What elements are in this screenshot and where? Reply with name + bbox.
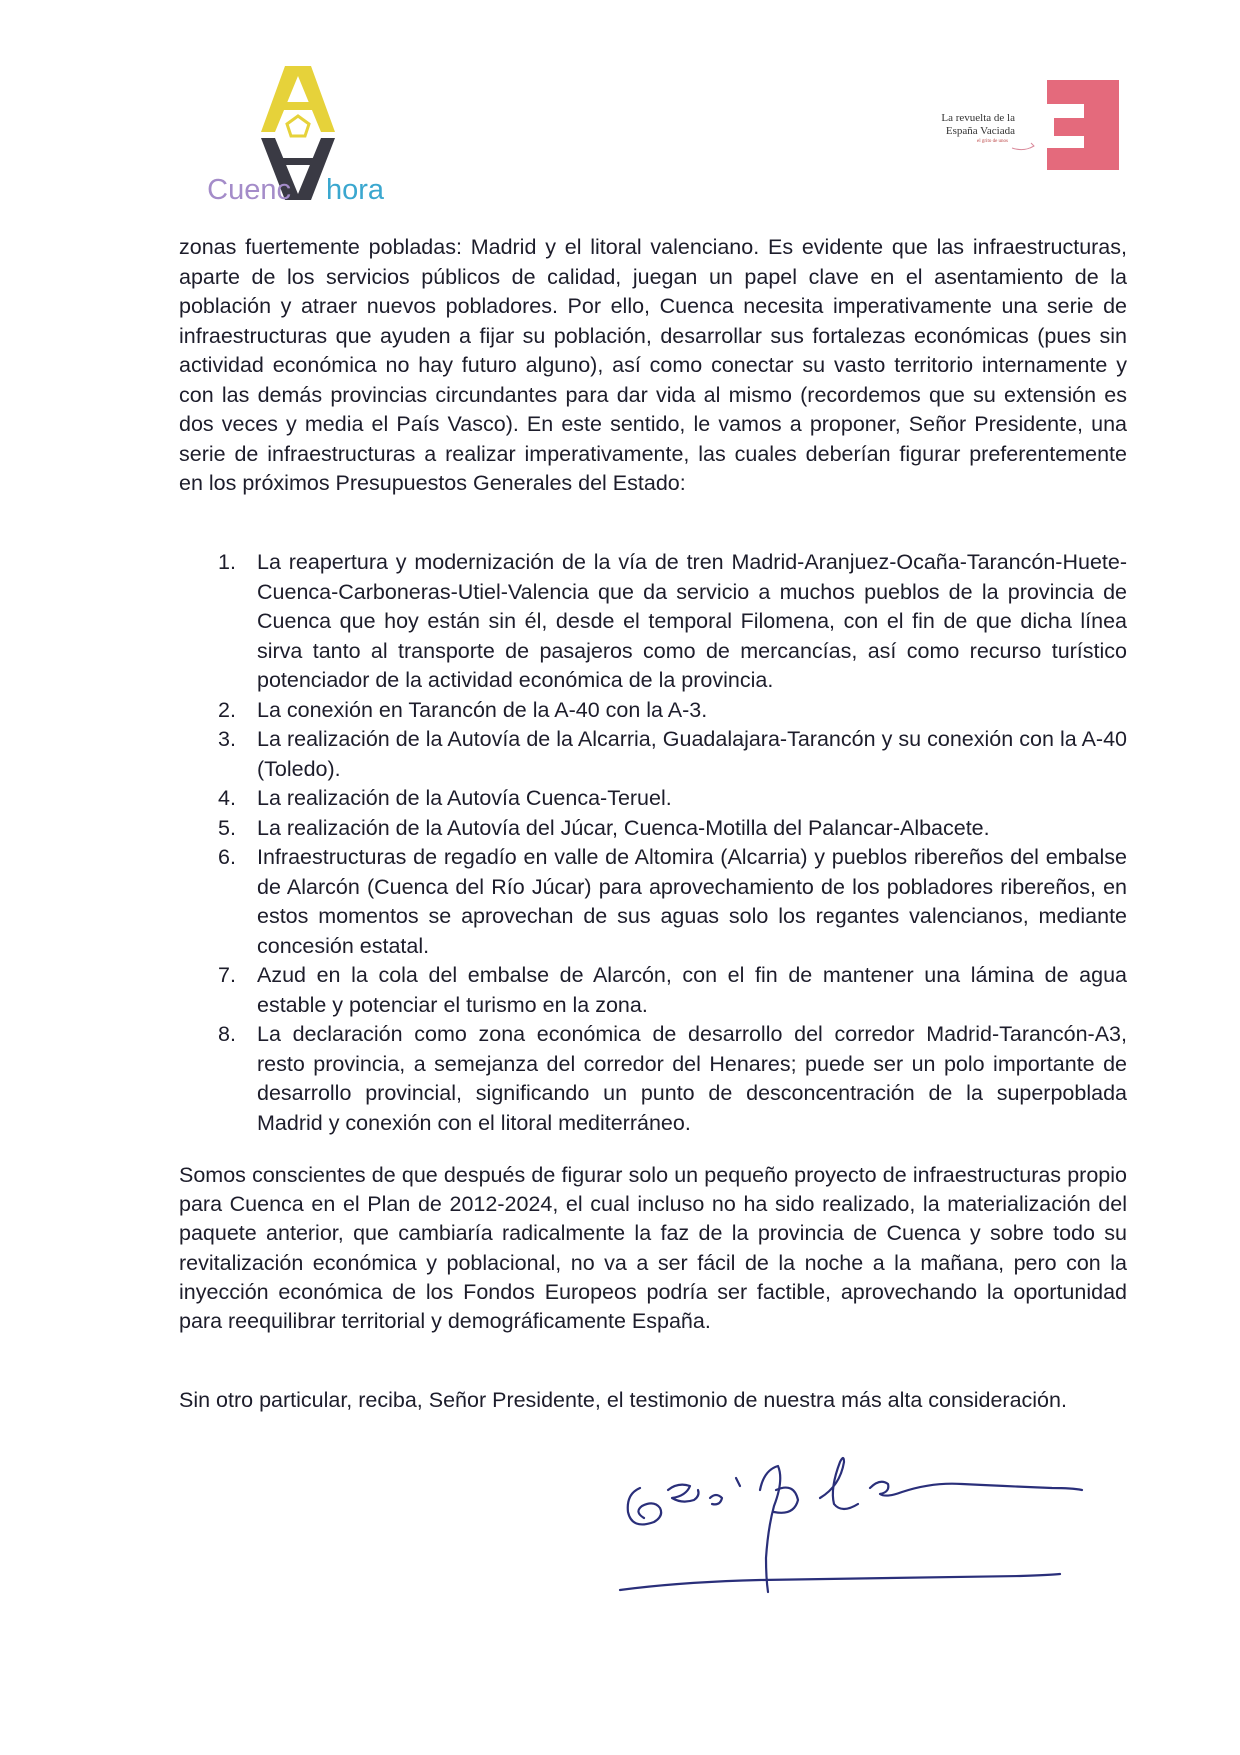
- handwritten-signature: [610, 1450, 1130, 1630]
- list-item: [210, 814, 1127, 844]
- list-item-number: 1.: [218, 550, 236, 574]
- logo-text-cuenc: Cuenc: [207, 174, 291, 206]
- list-item-text: La realización de la Autovía de la Alcarria, Guadalajara-Tarancón y su conexión con la A-40 (Toledo).: [257, 727, 1127, 781]
- list-item-number: 7.: [218, 963, 236, 987]
- list-item-text: La realización de la Autovía del Júcar, Cuenca-Motilla del Palancar-Albacete.: [257, 815, 990, 840]
- list-item-text: Azud en la cola del embalse de Alarcón, con el fin de mantener una lámina de agua estable y potenciar el turismo en la zona.: [257, 963, 1127, 1017]
- list-item-text: La reapertura y modernización de la vía de tren Madrid-Aranjuez-Ocaña-Tarancón-Huete-Cuenca-Carboneras-Utiel-Valencia que da servicio a muchos pueblos de la provincia de Cuenca que hoy están sin él, desde el temporal Filomena, con el fin de que dicha línea sirva tanto al transporte de pasajeros como de mercancías, así como recurso turístico potenciador de la actividad económica de la provincia.: [257, 550, 1127, 692]
- list-item: [210, 725, 1127, 784]
- logo-text-line1: La revuelta de la: [941, 112, 1015, 124]
- list-item-text: Infraestructuras de regadío en valle de Altomira (Alcarria) y pueblos ribereños del embalse de Alarcón (Cuenca del Río Júcar) para aprovechamiento de los pobladores ribereños, en estos momentos se aprovechan de sus aguas solo los regantes valencianos, mediante concesión estatal.: [257, 845, 1127, 958]
- list-item: [210, 1020, 1127, 1138]
- list-item-number: 2.: [218, 697, 236, 722]
- list-item: [210, 548, 1127, 696]
- infrastructure-list: [210, 548, 1127, 1138]
- list-item-text: La declaración como zona económica de desarrollo del corredor Madrid-Tarancón-A3, resto provincia, a semejanza del corredor del Henares; puede ser un polo importante de desarrollo provincial, significando un punto de desconcentración de la superpoblada Madrid y conexión con el litoral mediterráneo.: [257, 1022, 1127, 1135]
- list-item-number: 4.: [218, 786, 236, 810]
- farewell-paragraph: Sin otro particular, reciba, Señor Presidente, el testimonio de nuestra más alta consideración.: [179, 1388, 1067, 1412]
- list-item-number: 5.: [218, 815, 236, 840]
- intro-paragraph: zonas fuertemente pobladas: Madrid y el litoral valenciano. Es evidente que las infraestructuras, aparte de los servicios públicos de calidad, juegan un papel clave en el asentamiento de la población y atraer nuevos pobladores. Por ello, Cuenca necesita imperativamente una serie de infraestructuras que ayuden a fijar su población, desarrollar sus fortalezas económicas (pues sin actividad económica no hay futuro alguno), así como conectar su vasto territorio internamente y con las demás provincias circundantes para dar vida al mismo (recordemos que su extensión es dos veces y media el País Vasco). En este sentido, le vamos a proponer, Señor Presidente, una serie de infraestructuras a realizar imperativamente, las cuales deberían figurar preferentemente en los próximos Presupuestos Generales del Estado:: [179, 235, 1127, 495]
- list-item: [210, 696, 1127, 726]
- list-item: [210, 843, 1127, 961]
- cuenca-ahora-logo: [185, 66, 405, 206]
- logo-text-line2: España Vaciada: [945, 125, 1015, 137]
- list-item-number: 6.: [218, 845, 236, 869]
- list-item-number: 8.: [218, 1022, 236, 1046]
- closing-paragraph: Somos conscientes de que después de figurar solo un pequeño proyecto de infraestructuras propio para Cuenca en el Plan de 2012-2024, el cual incluso no ha sido realizado, la materialización del paquete anterior, que cambiaría radicalmente la faz de la provincia de Cuenca y sobre todo su revitalización económica y poblacional, no va a ser fácil de la noche a la mañana, pero con la inyección económica de los Fondos Europeos podría ser factible, aprovechando la oportunidad para reequilibrar territorial y demográficamente España.: [179, 1163, 1127, 1334]
- list-item: [210, 784, 1127, 814]
- espana-vaciada-logo: [941, 78, 1120, 172]
- list-item-number: 3.: [218, 727, 236, 751]
- logo-tagline: el grito de unos: [977, 139, 1008, 144]
- list-item-text: La realización de la Autovía Cuenca-Teruel.: [257, 786, 672, 810]
- list-item: [210, 961, 1127, 1020]
- logo-text-hora: hora: [326, 174, 385, 206]
- list-item-text: La conexión en Tarancón de la A-40 con la A-3.: [257, 697, 708, 722]
